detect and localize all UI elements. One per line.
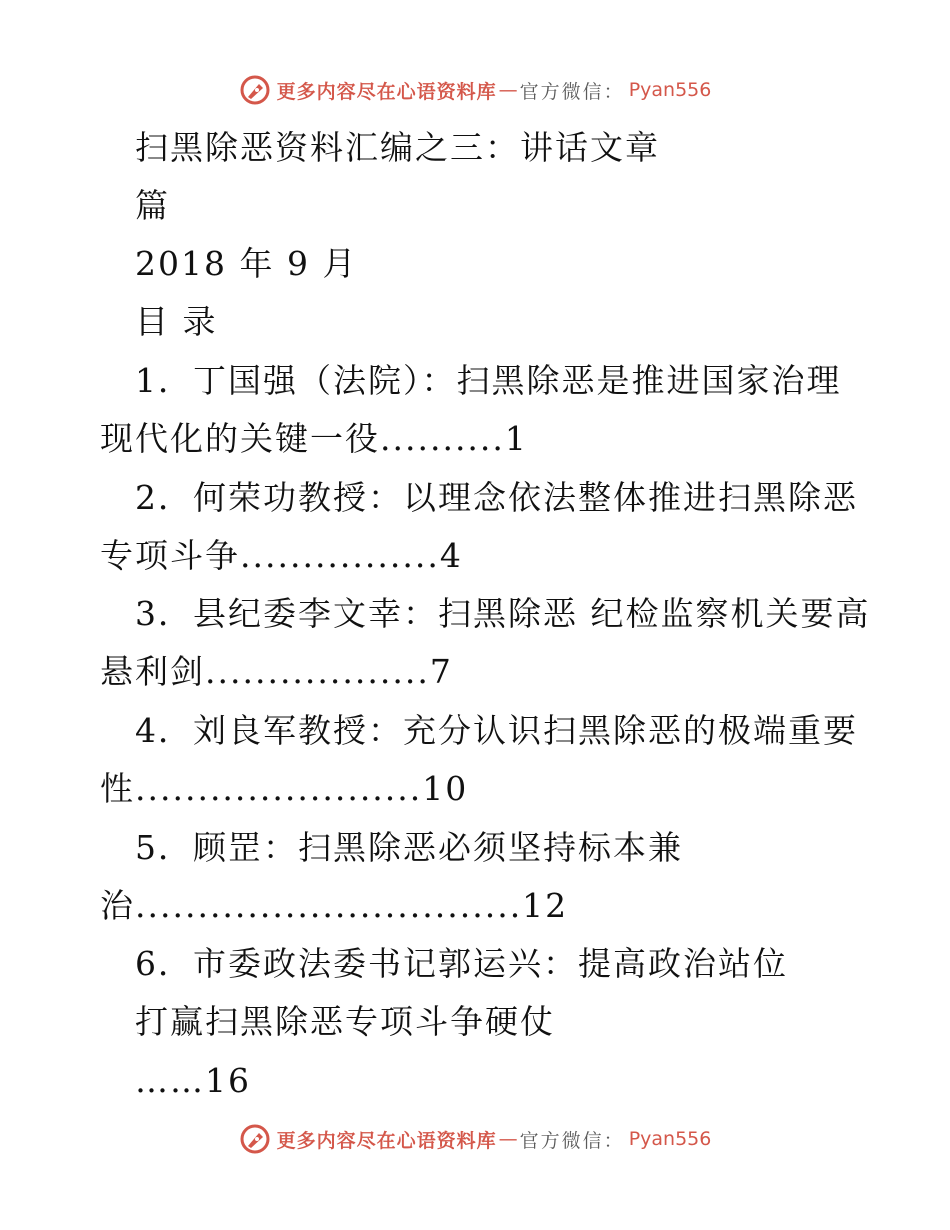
toc-item-4-page[interactable]: 性.......................10 [100, 769, 469, 808]
banner-wechat-id: Pyan556 [628, 79, 712, 101]
toc-item-5-page[interactable]: 治...............................12 [100, 886, 569, 925]
document-date: 2018 年 9 月 [135, 244, 358, 283]
toc-item-6-page[interactable]: ……16 [135, 1061, 251, 1100]
toc-heading: 目 录 [135, 302, 218, 341]
toc-item-4[interactable]: 4．刘良军教授：充分认识扫黑除恶的极端重要 [135, 711, 858, 750]
footer-banner [0, 1117, 950, 1161]
toc-item-6[interactable]: 6．市委政法委书记郭运兴：提高政治站位 [135, 944, 788, 983]
pen-nib-logo-icon [239, 1123, 271, 1155]
toc-item-1[interactable]: 1．丁国强（法院）：扫黑除恶是推进国家治理 [135, 361, 842, 400]
banner-wechat-label: 官方微信： [519, 1129, 625, 1152]
toc-item-2-page[interactable]: 专项斗争................4 [100, 536, 463, 575]
document-title: 扫黑除恶资料汇编之三：讲话文章 [135, 128, 660, 167]
banner-separator: — [498, 1128, 518, 1150]
toc-item-5[interactable]: 5．顾罡：扫黑除恶必须坚持标本兼 [135, 828, 683, 867]
toc-item-2[interactable]: 2．何荣功教授：以理念依法整体推进扫黑除恶 [135, 478, 858, 517]
banner-separator: — [498, 79, 518, 101]
banner-wechat-label: 官方微信： [519, 80, 625, 103]
toc-item-1-page[interactable]: 现代化的关键一役..........1 [100, 419, 528, 458]
toc-item-3-page[interactable]: 悬利剑..................7 [100, 652, 453, 691]
toc-item-6-continuation[interactable]: 打赢扫黑除恶专项斗争硬仗 [135, 1002, 555, 1041]
banner-brand: 更多内容尽在心语资料库 [276, 1129, 497, 1152]
document-title-continuation: 篇 [135, 186, 170, 225]
banner-wechat-id: Pyan556 [628, 1128, 712, 1150]
toc-item-3[interactable]: 3．县纪委李文幸：扫黑除恶 纪检监察机关要高 [135, 594, 871, 633]
banner-brand: 更多内容尽在心语资料库 [276, 80, 497, 103]
